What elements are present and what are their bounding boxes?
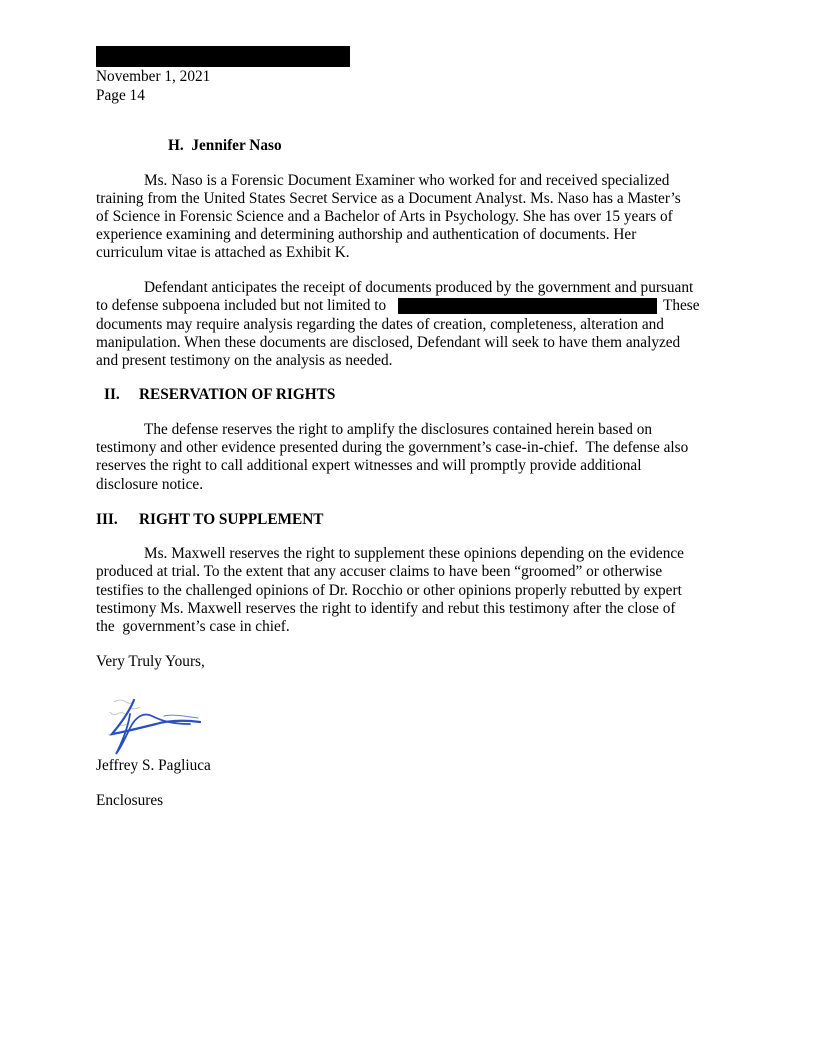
section-heading-h: H. Jennifer Naso (168, 137, 282, 154)
page-number: Page 14 (96, 87, 145, 104)
paragraph-line: to defense subpoena included but not limited to (96, 297, 387, 314)
paragraph-line: manipulation. When these documents are disclosed, Defendant will seek to have them analyzed (96, 334, 681, 351)
signer-name: Jeffrey S. Pagliuca (96, 757, 211, 774)
paragraph-line: Ms. Maxwell reserves the right to supplement these opinions depending on the evidence (144, 545, 684, 562)
paragraph-line: experience examining and determining authorship and authentication of documents. Her (96, 226, 637, 243)
paragraph-line: disclosure notice. (96, 476, 204, 493)
paragraph-line: training from the United States Secret Service as a Document Analyst. Ms. Naso has a Master’s (96, 190, 681, 207)
paragraph-line: produced at trial. To the extent that any accuser claims to have been “groomed” or otherwise (96, 563, 663, 580)
paragraph-line: testifies to the challenged opinions of Dr. Rocchio or other opinions properly rebutted by expert (96, 582, 682, 599)
paragraph-line: and present testimony on the analysis as needed. (96, 352, 393, 369)
redacted-recipient-block (96, 46, 350, 67)
paragraph-line: the government’s case in chief. (96, 618, 290, 635)
section-title-iii: RIGHT TO SUPPLEMENT (139, 511, 324, 528)
letter-date: November 1, 2021 (96, 68, 211, 85)
paragraph-line: testimony and other evidence presented during the government’s case-in-chief. The defense also (96, 439, 689, 456)
enclosures-note: Enclosures (96, 792, 164, 809)
section-number-ii: II. (104, 386, 120, 403)
signature-image (100, 694, 204, 758)
paragraph-line: curriculum vitae is attached as Exhibit K. (96, 244, 350, 261)
redacted-document-list (398, 298, 657, 314)
paragraph-line: of Science in Forensic Science and a Bachelor of Arts in Psychology. She has over 15 years of (96, 208, 673, 225)
paragraph-line: These (663, 297, 700, 314)
section-number-iii: III. (96, 511, 118, 528)
section-title-ii: RESERVATION OF RIGHTS (139, 386, 336, 403)
paragraph-line: Ms. Naso is a Forensic Document Examiner who worked for and received specialized (144, 172, 670, 189)
closing-salutation: Very Truly Yours, (96, 653, 205, 670)
paragraph-line: reserves the right to call additional expert witnesses and will promptly provide additional (96, 457, 642, 474)
paragraph-line: documents may require analysis regarding the dates of creation, completeness, alteration and (96, 316, 664, 333)
paragraph-line: The defense reserves the right to amplify the disclosures contained herein based on (144, 421, 653, 438)
paragraph-line: Defendant anticipates the receipt of documents produced by the government and pursuant (144, 279, 694, 296)
paragraph-line: testimony Ms. Maxwell reserves the right to identify and rebut this testimony after the close of (96, 600, 676, 617)
